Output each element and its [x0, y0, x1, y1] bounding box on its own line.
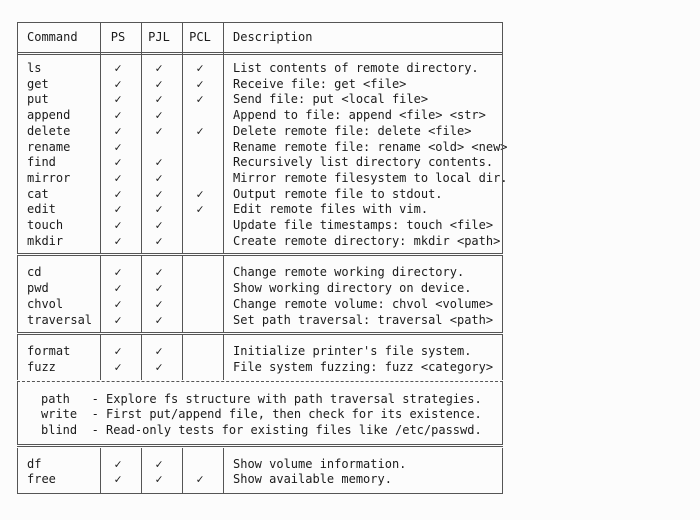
ps-check-icon: ✓ — [114, 108, 122, 123]
pcl-check-icon: ✓ — [196, 186, 204, 201]
pcl-check-icon — [180, 107, 220, 123]
column-divider — [17, 448, 18, 493]
description-cell: Output remote file to stdout. — [233, 186, 443, 201]
description-cell: Show available memory. — [233, 472, 392, 487]
column-divider — [223, 335, 224, 379]
pjl-check-icon: ✓ — [155, 186, 163, 201]
pjl-check-icon: ✓ — [155, 233, 163, 248]
pcl-check-icon — [180, 170, 220, 186]
fuzz-notes-bottom-border — [17, 444, 503, 447]
ps-check-icon: ✓ — [114, 233, 122, 248]
pjl-check-icon: ✓ — [155, 202, 163, 217]
ps-check-icon: ✓ — [114, 92, 122, 107]
ps-check-icon: ✓ — [114, 344, 122, 359]
description-cell: Send file: put <local file> — [233, 92, 429, 107]
pcl-check-icon — [180, 139, 220, 155]
pcl-check-icon — [180, 312, 220, 328]
pjl-check-icon: ✓ — [155, 281, 163, 296]
group-separator — [17, 332, 503, 335]
command-cell: put — [27, 92, 49, 107]
command-cell: pwd — [27, 281, 49, 296]
pcl-check-icon: ✓ — [196, 472, 204, 487]
column-divider — [502, 256, 503, 332]
ps-check-icon: ✓ — [114, 456, 122, 471]
pjl-check-icon: ✓ — [155, 472, 163, 487]
command-cell: rename — [27, 139, 71, 154]
ps-check-icon: ✓ — [114, 312, 122, 327]
column-divider — [17, 256, 18, 332]
column-divider — [141, 448, 142, 493]
column-divider — [141, 335, 142, 379]
column-divider — [100, 52, 101, 253]
column-divider — [17, 22, 18, 52]
column-divider — [223, 448, 224, 493]
column-divider — [182, 256, 183, 332]
column-divider — [502, 335, 503, 379]
ps-check-icon: ✓ — [114, 296, 122, 311]
pjl-check-icon: ✓ — [155, 312, 163, 327]
column-divider — [182, 52, 183, 253]
column-divider — [223, 22, 224, 52]
ps-check-icon: ✓ — [114, 202, 122, 217]
description-cell: Change remote working directory. — [233, 265, 465, 280]
pjl-check-icon: ✓ — [155, 108, 163, 123]
pjl-check-icon: ✓ — [155, 265, 163, 280]
description-cell: Initialize printer's file system. — [233, 344, 472, 359]
description-cell: Change remote volume: chvol <volume> — [233, 296, 494, 311]
fuzz-note: write - First put/append file, then check for its existence. — [41, 407, 482, 422]
command-cell: format — [27, 344, 71, 359]
column-divider — [17, 52, 18, 253]
header-ps: PS — [110, 30, 126, 44]
pjl-check-icon: ✓ — [155, 359, 163, 374]
pcl-check-icon: ✓ — [196, 202, 204, 217]
pjl-check-icon: ✓ — [155, 61, 163, 75]
description-cell: Set path traversal: traversal <path> — [233, 312, 494, 327]
pcl-check-icon — [180, 359, 220, 375]
header-command: Command — [27, 30, 78, 44]
column-divider — [141, 52, 142, 253]
column-divider — [182, 22, 183, 52]
pcl-check-icon — [180, 296, 220, 312]
command-cell: find — [27, 155, 56, 170]
column-divider — [223, 256, 224, 332]
command-cell: fuzz — [27, 359, 56, 374]
ps-check-icon: ✓ — [114, 76, 122, 91]
command-cell: mkdir — [27, 233, 64, 248]
command-cell: mirror — [27, 170, 71, 185]
header-separator — [17, 52, 503, 55]
command-cell: ls — [27, 61, 42, 75]
command-table — [17, 22, 508, 496]
pjl-check-icon: ✓ — [155, 344, 163, 359]
column-divider — [141, 22, 142, 52]
pjl-check-icon: ✓ — [155, 123, 163, 138]
ps-check-icon: ✓ — [114, 139, 122, 154]
column-divider — [100, 22, 101, 52]
description-cell: Update file timestamps: touch <file> — [233, 218, 494, 232]
header-description: Description — [233, 30, 313, 44]
column-divider — [223, 52, 224, 253]
column-divider — [502, 22, 503, 52]
ps-check-icon: ✓ — [114, 359, 122, 374]
fuzz-note: blind - Read-only tests for existing files like /etc/passwd. — [41, 423, 482, 437]
header-pcl: PCL — [189, 30, 211, 44]
column-divider — [17, 335, 18, 379]
fuzz-note: path - Explore fs structure with path traversal strategies. — [41, 391, 482, 406]
pjl-check-icon: ✓ — [155, 456, 163, 471]
command-cell: cd — [27, 265, 42, 280]
ps-check-icon: ✓ — [114, 186, 122, 201]
ps-check-icon: ✓ — [114, 281, 122, 296]
pcl-check-icon: ✓ — [196, 92, 204, 107]
pjl-check-icon: ✓ — [155, 155, 163, 170]
pcl-check-icon: ✓ — [196, 61, 204, 75]
command-cell: touch — [27, 218, 64, 232]
description-cell: Mirror remote filesystem to local dir. — [233, 170, 508, 185]
command-cell: delete — [27, 123, 71, 138]
table-bottom-border — [17, 493, 503, 494]
description-cell: Receive file: get <file> — [233, 76, 407, 91]
command-cell: free — [27, 472, 56, 487]
column-divider — [182, 448, 183, 493]
pjl-check-icon: ✓ — [155, 218, 163, 232]
ps-check-icon: ✓ — [114, 265, 122, 280]
pcl-check-icon — [180, 217, 220, 233]
command-cell: edit — [27, 202, 56, 217]
table-top-border — [17, 22, 503, 23]
description-cell: Edit remote files with vim. — [233, 202, 429, 217]
description-cell: Show volume information. — [233, 456, 407, 471]
command-cell: traversal — [27, 312, 93, 327]
ps-check-icon: ✓ — [114, 218, 122, 232]
command-cell: chvol — [27, 296, 64, 311]
command-cell: cat — [27, 186, 49, 201]
ps-check-icon: ✓ — [114, 155, 122, 170]
header-pjl: PJL — [148, 30, 170, 44]
pcl-check-icon — [180, 343, 220, 359]
ps-check-icon: ✓ — [114, 123, 122, 138]
column-divider — [100, 448, 101, 493]
command-cell: get — [27, 76, 49, 91]
command-cell: append — [27, 108, 71, 123]
description-cell: Append to file: append <file> <str> — [233, 108, 486, 123]
description-cell: Delete remote file: delete <file> — [233, 123, 472, 138]
column-divider — [100, 256, 101, 332]
column-divider — [502, 448, 503, 493]
description-cell: List contents of remote directory. — [233, 61, 479, 75]
pjl-check-icon: ✓ — [155, 296, 163, 311]
description-cell: File system fuzzing: fuzz <category> — [233, 359, 494, 374]
pcl-check-icon — [180, 264, 220, 280]
pjl-check-icon: ✓ — [155, 170, 163, 185]
description-cell: Create remote directory: mkdir <path> — [233, 233, 501, 248]
command-cell: df — [27, 456, 42, 471]
column-divider — [182, 335, 183, 379]
ps-check-icon: ✓ — [114, 61, 122, 75]
pjl-check-icon — [139, 139, 179, 155]
column-divider — [100, 335, 101, 379]
table-right-border — [502, 381, 503, 444]
pcl-check-icon — [180, 280, 220, 296]
fuzz-notes-top-border — [17, 381, 503, 382]
pcl-check-icon — [180, 154, 220, 170]
ps-check-icon: ✓ — [114, 472, 122, 487]
group-separator — [17, 253, 503, 256]
description-cell: Recursively list directory contents. — [233, 155, 494, 170]
pcl-check-icon: ✓ — [196, 123, 204, 138]
pcl-check-icon — [180, 233, 220, 249]
pcl-check-icon — [180, 456, 220, 472]
column-divider — [141, 256, 142, 332]
pjl-check-icon: ✓ — [155, 76, 163, 91]
description-cell: Show working directory on device. — [233, 281, 472, 296]
column-divider — [502, 52, 503, 253]
description-cell: Rename remote file: rename <old> <new> — [233, 139, 508, 154]
pjl-check-icon: ✓ — [155, 92, 163, 107]
table-left-border — [17, 381, 18, 444]
pcl-check-icon: ✓ — [196, 76, 204, 91]
ps-check-icon: ✓ — [114, 170, 122, 185]
